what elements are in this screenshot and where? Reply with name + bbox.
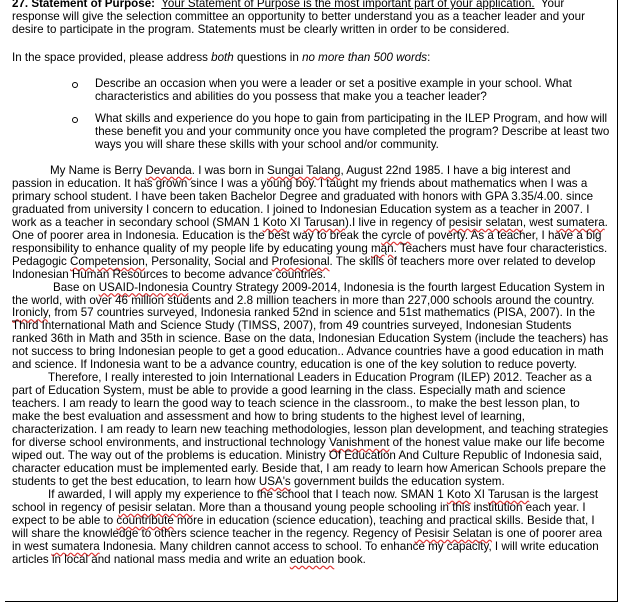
statement-of-purpose-header <box>12 0 612 37</box>
question-lead: Your Statement of Purpose is the most important part of your application. <box>161 0 535 10</box>
hollow-bullet-icon <box>72 117 78 123</box>
question-description: Your response will give the selection committee an opportunity to better understand you as a teacher leader and your desire to participate in the program. Statements must be clearly written in order to be considered. <box>12 0 585 36</box>
question-item: What skills and experience do you hope to gain from participating in the ILEP Program, and how will these benefit you and your community once you have completed the program? Describe at least two ways you will share these skills with your school and/or community. <box>72 113 612 152</box>
essay-paragraph-1: My Name is Berry Devanda. I was born in Sungai Talang, August 22nd 1985. I have a big interest and passion in education. It has grown since I was a young boy. I taught my friends about mathematics when I was a primary school student. I have been taken Bachelor Degree and graduated with honors with GPA 3.35/4.00. since graduated from university I concern to education. I joined to Indonesian Education system as a teacher in 2007. I work as a teacher in secondary school (SMAN 1 Koto XI Tarusan).I live in regency of pesisir selatan, west sumatera. One of poorer area in Indonesia. Education is the best way to break the cyrcle of poverty. As a teacher, I have a big responsibility to enhance quality of my people life by educating young mąn. Teachers must have four characteristics. Pedagogic Competension, Personality, Social and Profesional. The skills of teachers more over related to develop Indonesian Human Resources to become advance countries. <box>12 164 608 281</box>
instructions-emphasis-both: both <box>211 51 234 64</box>
instructions-word-limit: no more than 500 words <box>302 51 428 64</box>
essay-response[interactable] <box>12 165 609 567</box>
question-list <box>72 78 612 161</box>
instructions: In the space provided, please address both questions in no more than 500 words: <box>12 51 431 64</box>
hollow-bullet-icon <box>72 82 78 88</box>
question-item: Describe an occasion when you were a leader or set a positive example in your school. What characteristics and abilities do you possess that make you a teacher leader? <box>72 78 612 104</box>
essay-paragraph-4: If awarded, I will apply my experience to the school that I teach now. SMAN 1 Koto XI Tarusan is the largest school in regency of pesisir selatan. More than a thousand young people schooling in this institution each year. I expect to be able to countribute more in education (science education), teaching and practical skills. Beside that, I will share the knowledge to others science teacher in the regency. Regency of Pesisir Selatan is one of poorer area in west sumatera Indonesia. Many children cannot access to school. To enhance my capacity, I will write education articles in local and national mass media and write an eduation book. <box>12 487 603 566</box>
essay-paragraph-3: Therefore, I really interested to join International Leaders in Education Program (ILEP) 2012. Teacher as a part of Education System, must be able to provide a good learning in the class. Especially math and science teachers. I am ready to learn the good way to teach science in the classroom., to make the best lesson plan, to make the best evaluation and assessment and how to bring students to the highest level of learning, characterization. I am ready to learn new teaching methodologies, lesson plan development, and teaching strategies for diverse school environments, and instructional technology Vanishment of the honest value make our life become wiped out. The way out of the problems is education. Ministry Of Education And Culture Republic of Indonesia said, character education must be implemented early. Beside that, I am ready to learn how American Schools prepare the students to get the best education, to learn how USA's government builds the education system. <box>12 371 609 488</box>
question-label: 27. Statement of Purpose: <box>12 0 156 10</box>
essay-paragraph-2: Base on USAID-Indonesia Country Strategy 2009-2014, Indonesia is the fourth largest Education System in the world, with over 46 million students and 2.8 million teachers in more than 227,000 schools around the country. Ironicly, from 57 countries surveyed, Indonesia ranked 52nd in science and 51st mathematics (PISA, 2007). In the Third International Math and Science Study (TIMSS, 2007), from 49 countries surveyed, Indonesian Students ranked 36th in Math and 35th in science. Base on the data, Indonesian Education System (include the teachers) has not success to bring Indonesian people to get a good education.. Advance countries have a good education in math and science. If Indonesia want to be a advance country, education is one of the key solution to reduce poverty. <box>12 280 609 372</box>
